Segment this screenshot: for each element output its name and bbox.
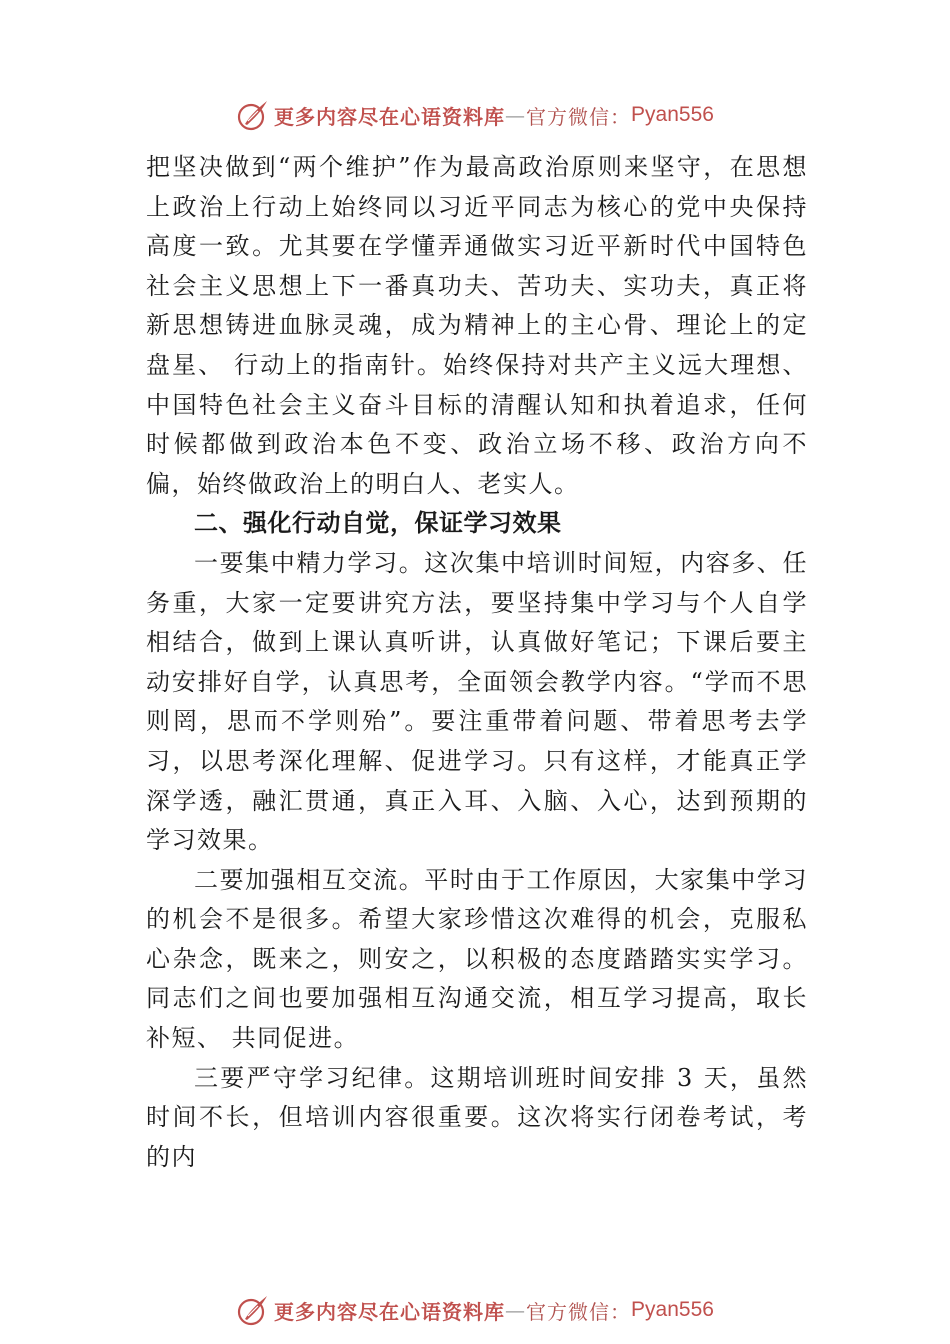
quill-pen-logo-icon [236,98,270,132]
banner-separator: — [505,1298,527,1322]
section-heading: 二、强化行动自觉，保证学习效果 [194,509,562,538]
body-paragraph: 二要加强相互交流。平时由于工作原因，大家集中学习的机会不是很多。希望大家珍惜这次难得的机会，克服私心杂念，既来之，则安之，以积极的态度踏踏实实学习。同志们之间也要加强相互沟通交流，相互学习提高，取长补短、 共同促进。 [146,865,808,1053]
banner-wechat-label: 官方微信： [526,104,632,129]
footer-banner [0,1288,950,1332]
banner-main-text: 更多内容尽在心语资料库 [274,1299,506,1324]
document-body [146,148,808,1177]
quill-pen-logo-icon [236,1293,270,1327]
body-paragraph: 一要集中精力学习。这次集中培训时间短，内容多、任务重，大家一定要讲究方法，要坚持集中学习与个人自学相结合，做到上课认真听讲，认真做好笔记；下课后要主动安排好自学，认真思考，全面领会教学内容。“学而不思则罔，思而不学则殆”。要注重带着问题、带着思考去学习，以思考深化理解、促进学习。只有这样，才能真正学深学透，融汇贯通，真正入耳、入脑、入心，达到预期的学习效果。 [146,548,808,855]
banner-wechat-id: Pyan556 [631,103,714,126]
banner-main-text: 更多内容尽在心语资料库 [274,104,506,129]
header-banner [0,93,950,137]
banner-wechat-id: Pyan556 [631,1298,714,1321]
body-paragraph: 把坚决做到“两个维护”作为最高政治原则来坚守，在思想上政治上行动上始终同以习近平同志为核心的党中央保持高度一致。尤其要在学懂弄通做实习近平新时代中国特色社会主义思想上下一番真功夫、苦功夫、实功夫，真正将新思想铸进血脉灵魂，成为精神上的主心骨、理论上的定盘星、 行动上的指南针。始终保持对共产主义远大理想、中国特色社会主义奋斗目标的清醒认知和执着追求，任何时候都做到政治本色不变、政治立场不移、政治方向不偏，始终做政治上的明白人、老实人。 [146,153,808,498]
banner-separator: — [505,103,527,127]
body-paragraph: 三要严守学习纪律。这期培训班时间安排 3 天，虽然时间不长，但培训内容很重要。这次将实行闭卷考试，考的内 [146,1063,808,1171]
banner-wechat-label: 官方微信： [526,1299,632,1324]
